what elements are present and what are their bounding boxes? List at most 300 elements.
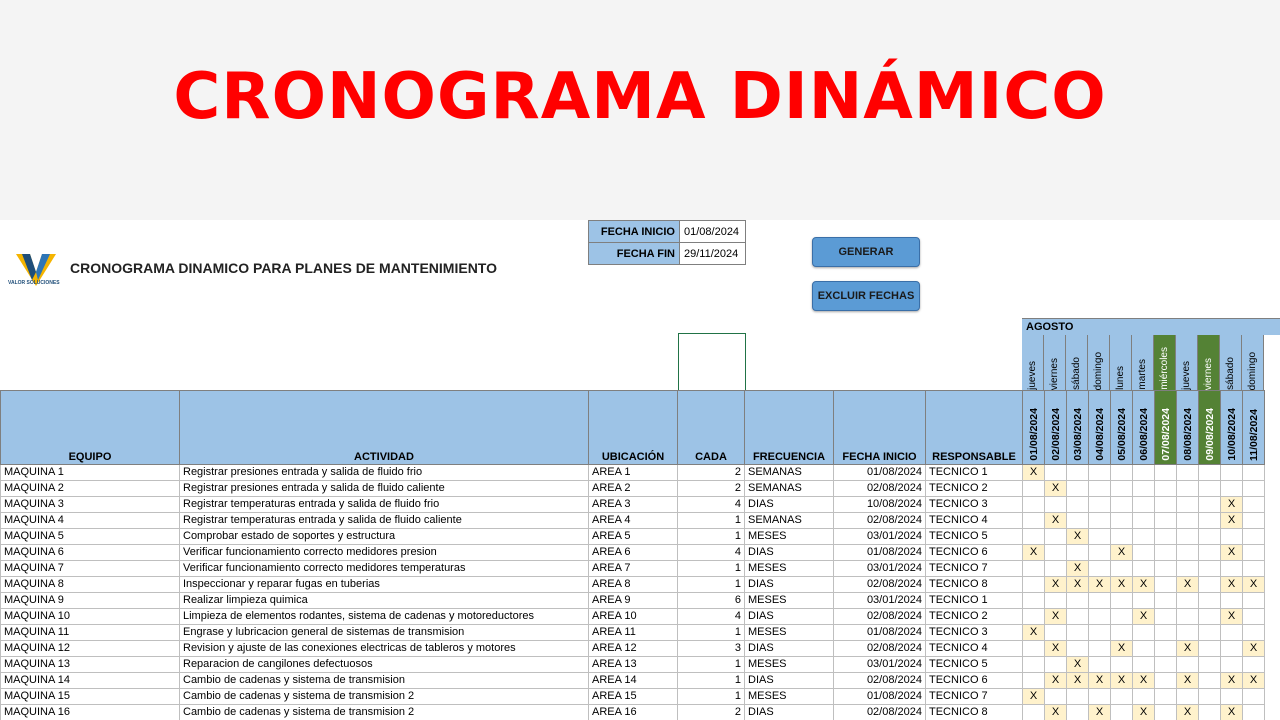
- schedule-mark-cell[interactable]: X: [1067, 657, 1089, 673]
- schedule-cell[interactable]: [1243, 481, 1265, 497]
- schedule-cell[interactable]: [1243, 497, 1265, 513]
- frecuencia-cell[interactable]: SEMANAS: [745, 481, 834, 497]
- schedule-cell[interactable]: [1067, 689, 1089, 705]
- responsable-cell[interactable]: TECNICO 5: [926, 529, 1023, 545]
- schedule-cell[interactable]: [1155, 657, 1177, 673]
- actividad-cell[interactable]: Realizar limpieza quimica: [180, 593, 589, 609]
- schedule-cell[interactable]: [1067, 497, 1089, 513]
- schedule-cell[interactable]: [1155, 577, 1177, 593]
- schedule-mark-cell[interactable]: X: [1067, 529, 1089, 545]
- fecha-inicio-cell[interactable]: 01/08/2024: [680, 221, 746, 243]
- schedule-cell[interactable]: [1045, 689, 1067, 705]
- equipo-cell[interactable]: MAQUINA 13: [1, 657, 180, 673]
- schedule-mark-cell[interactable]: X: [1089, 705, 1111, 720]
- schedule-cell[interactable]: [1243, 609, 1265, 625]
- schedule-cell[interactable]: [1199, 577, 1221, 593]
- schedule-cell[interactable]: [1177, 561, 1199, 577]
- fecha-inicio-cell[interactable]: 10/08/2024: [834, 497, 926, 513]
- schedule-cell[interactable]: [1199, 657, 1221, 673]
- ubicacion-cell[interactable]: AREA 11: [589, 625, 678, 641]
- frecuencia-cell[interactable]: MESES: [745, 593, 834, 609]
- schedule-mark-cell[interactable]: X: [1221, 545, 1243, 561]
- schedule-cell[interactable]: [1089, 497, 1111, 513]
- cada-cell[interactable]: 2: [678, 481, 745, 497]
- responsable-cell[interactable]: TECNICO 8: [926, 705, 1023, 720]
- actividad-cell[interactable]: Comprobar estado de soportes y estructura: [180, 529, 589, 545]
- schedule-cell[interactable]: [1221, 593, 1243, 609]
- column-header[interactable]: CADA: [678, 391, 745, 465]
- schedule-mark-cell[interactable]: X: [1133, 705, 1155, 720]
- schedule-cell[interactable]: [1045, 593, 1067, 609]
- fecha-inicio-cell[interactable]: 02/08/2024: [834, 513, 926, 529]
- schedule-cell[interactable]: [1199, 673, 1221, 689]
- schedule-cell[interactable]: [1089, 561, 1111, 577]
- schedule-cell[interactable]: [1111, 465, 1133, 481]
- schedule-cell[interactable]: [1111, 529, 1133, 545]
- cada-cell[interactable]: 4: [678, 497, 745, 513]
- schedule-cell[interactable]: [1221, 657, 1243, 673]
- schedule-cell[interactable]: [1155, 593, 1177, 609]
- cada-cell[interactable]: 6: [678, 593, 745, 609]
- weekday-cell[interactable]: [1066, 335, 1088, 391]
- schedule-cell[interactable]: [1199, 609, 1221, 625]
- actividad-cell[interactable]: Cambio de cadenas y sistema de transmision 2: [180, 689, 589, 705]
- schedule-mark-cell[interactable]: X: [1221, 705, 1243, 720]
- equipo-cell[interactable]: MAQUINA 16: [1, 705, 180, 720]
- cada-cell[interactable]: 2: [678, 705, 745, 720]
- schedule-mark-cell[interactable]: X: [1177, 641, 1199, 657]
- schedule-cell[interactable]: [1023, 705, 1045, 720]
- schedule-cell[interactable]: [1045, 529, 1067, 545]
- column-header[interactable]: FRECUENCIA: [745, 391, 834, 465]
- weekday-cell[interactable]: [1176, 335, 1198, 391]
- column-header[interactable]: FECHA INICIO: [834, 391, 926, 465]
- actividad-cell[interactable]: Reparacion de cangilones defectuosos: [180, 657, 589, 673]
- schedule-cell[interactable]: [1111, 481, 1133, 497]
- equipo-cell[interactable]: MAQUINA 15: [1, 689, 180, 705]
- cada-cell[interactable]: 1: [678, 689, 745, 705]
- schedule-cell[interactable]: [1067, 593, 1089, 609]
- schedule-cell[interactable]: [1221, 561, 1243, 577]
- schedule-cell[interactable]: [1177, 545, 1199, 561]
- fecha-inicio-cell[interactable]: 01/08/2024: [834, 625, 926, 641]
- fecha-inicio-cell[interactable]: 02/08/2024: [834, 577, 926, 593]
- schedule-cell[interactable]: [1199, 481, 1221, 497]
- schedule-cell[interactable]: [1023, 609, 1045, 625]
- cada-cell[interactable]: 2: [678, 465, 745, 481]
- schedule-mark-cell[interactable]: X: [1177, 705, 1199, 720]
- schedule-mark-cell[interactable]: X: [1089, 673, 1111, 689]
- schedule-mark-cell[interactable]: X: [1023, 625, 1045, 641]
- schedule-cell[interactable]: [1133, 561, 1155, 577]
- fecha-inicio-cell[interactable]: 03/01/2024: [834, 529, 926, 545]
- date-column-header[interactable]: [1243, 391, 1265, 465]
- schedule-mark-cell[interactable]: X: [1243, 577, 1265, 593]
- actividad-cell[interactable]: Cambio de cadenas y sistema de transmision 2: [180, 705, 589, 720]
- weekday-cell[interactable]: [1110, 335, 1132, 391]
- schedule-cell[interactable]: [1177, 593, 1199, 609]
- schedule-mark-cell[interactable]: X: [1111, 577, 1133, 593]
- cada-cell[interactable]: 1: [678, 529, 745, 545]
- schedule-cell[interactable]: [1221, 465, 1243, 481]
- actividad-cell[interactable]: Registrar presiones entrada y salida de fluido caliente: [180, 481, 589, 497]
- actividad-cell[interactable]: Revision y ajuste de las conexiones electricas de tableros y motores: [180, 641, 589, 657]
- selected-cell[interactable]: [678, 333, 746, 392]
- fecha-inicio-cell[interactable]: 01/08/2024: [834, 545, 926, 561]
- responsable-cell[interactable]: TECNICO 5: [926, 657, 1023, 673]
- date-column-header[interactable]: [1133, 391, 1155, 465]
- schedule-cell[interactable]: [1155, 481, 1177, 497]
- schedule-cell[interactable]: [1045, 657, 1067, 673]
- schedule-mark-cell[interactable]: X: [1045, 577, 1067, 593]
- equipo-cell[interactable]: MAQUINA 12: [1, 641, 180, 657]
- schedule-cell[interactable]: [1199, 705, 1221, 720]
- schedule-cell[interactable]: [1023, 561, 1045, 577]
- date-column-header[interactable]: [1111, 391, 1133, 465]
- schedule-cell[interactable]: [1089, 609, 1111, 625]
- fecha-inicio-cell[interactable]: 02/08/2024: [834, 673, 926, 689]
- responsable-cell[interactable]: TECNICO 3: [926, 497, 1023, 513]
- generar-button[interactable]: GENERAR: [812, 237, 920, 267]
- schedule-cell[interactable]: [1243, 529, 1265, 545]
- frecuencia-cell[interactable]: DIAS: [745, 641, 834, 657]
- schedule-cell[interactable]: [1067, 513, 1089, 529]
- ubicacion-cell[interactable]: AREA 13: [589, 657, 678, 673]
- date-column-header[interactable]: [1089, 391, 1111, 465]
- schedule-cell[interactable]: [1177, 481, 1199, 497]
- weekday-cell[interactable]: [1044, 335, 1066, 391]
- frecuencia-cell[interactable]: MESES: [745, 689, 834, 705]
- equipo-cell[interactable]: MAQUINA 6: [1, 545, 180, 561]
- responsable-cell[interactable]: TECNICO 2: [926, 609, 1023, 625]
- schedule-cell[interactable]: [1023, 577, 1045, 593]
- schedule-cell[interactable]: [1045, 497, 1067, 513]
- schedule-cell[interactable]: [1133, 625, 1155, 641]
- schedule-cell[interactable]: [1089, 689, 1111, 705]
- schedule-cell[interactable]: [1199, 625, 1221, 641]
- schedule-cell[interactable]: [1133, 593, 1155, 609]
- schedule-cell[interactable]: [1199, 641, 1221, 657]
- column-header[interactable]: ACTIVIDAD: [180, 391, 589, 465]
- schedule-cell[interactable]: [1221, 625, 1243, 641]
- ubicacion-cell[interactable]: AREA 6: [589, 545, 678, 561]
- fecha-fin-cell[interactable]: 29/11/2024: [680, 243, 746, 265]
- schedule-cell[interactable]: [1023, 593, 1045, 609]
- actividad-cell[interactable]: Engrase y lubricacion general de sistemas de transmision: [180, 625, 589, 641]
- schedule-cell[interactable]: [1111, 561, 1133, 577]
- schedule-cell[interactable]: [1133, 545, 1155, 561]
- schedule-cell[interactable]: [1155, 497, 1177, 513]
- schedule-cell[interactable]: [1111, 609, 1133, 625]
- schedule-cell[interactable]: [1177, 625, 1199, 641]
- schedule-cell[interactable]: [1177, 657, 1199, 673]
- schedule-cell[interactable]: [1089, 513, 1111, 529]
- fecha-inicio-cell[interactable]: 02/08/2024: [834, 609, 926, 625]
- frecuencia-cell[interactable]: DIAS: [745, 673, 834, 689]
- schedule-cell[interactable]: [1089, 625, 1111, 641]
- schedule-cell[interactable]: [1199, 689, 1221, 705]
- equipo-cell[interactable]: MAQUINA 11: [1, 625, 180, 641]
- frecuencia-cell[interactable]: DIAS: [745, 609, 834, 625]
- column-header[interactable]: RESPONSABLE: [926, 391, 1023, 465]
- schedule-mark-cell[interactable]: X: [1221, 609, 1243, 625]
- schedule-cell[interactable]: [1243, 657, 1265, 673]
- schedule-cell[interactable]: [1133, 481, 1155, 497]
- schedule-cell[interactable]: [1133, 657, 1155, 673]
- schedule-cell[interactable]: [1177, 513, 1199, 529]
- date-column-header[interactable]: [1045, 391, 1067, 465]
- cada-cell[interactable]: 1: [678, 577, 745, 593]
- weekday-cell[interactable]: [1154, 335, 1176, 391]
- schedule-cell[interactable]: [1155, 705, 1177, 720]
- schedule-cell[interactable]: [1133, 465, 1155, 481]
- schedule-mark-cell[interactable]: X: [1243, 641, 1265, 657]
- responsable-cell[interactable]: TECNICO 1: [926, 593, 1023, 609]
- fecha-inicio-cell[interactable]: 03/01/2024: [834, 593, 926, 609]
- schedule-cell[interactable]: [1155, 641, 1177, 657]
- actividad-cell[interactable]: Verificar funcionamiento correcto medidores presion: [180, 545, 589, 561]
- equipo-cell[interactable]: MAQUINA 14: [1, 673, 180, 689]
- frecuencia-cell[interactable]: DIAS: [745, 577, 834, 593]
- schedule-mark-cell[interactable]: X: [1133, 577, 1155, 593]
- schedule-cell[interactable]: [1155, 625, 1177, 641]
- column-header[interactable]: EQUIPO: [1, 391, 180, 465]
- schedule-cell[interactable]: [1023, 657, 1045, 673]
- schedule-mark-cell[interactable]: X: [1089, 577, 1111, 593]
- schedule-mark-cell[interactable]: X: [1243, 673, 1265, 689]
- schedule-cell[interactable]: [1199, 545, 1221, 561]
- frecuencia-cell[interactable]: MESES: [745, 625, 834, 641]
- schedule-cell[interactable]: [1243, 545, 1265, 561]
- schedule-cell[interactable]: [1089, 545, 1111, 561]
- actividad-cell[interactable]: Registrar presiones entrada y salida de fluido frio: [180, 465, 589, 481]
- ubicacion-cell[interactable]: AREA 5: [589, 529, 678, 545]
- schedule-mark-cell[interactable]: X: [1045, 609, 1067, 625]
- schedule-cell[interactable]: [1243, 513, 1265, 529]
- schedule-cell[interactable]: [1243, 593, 1265, 609]
- frecuencia-cell[interactable]: SEMANAS: [745, 465, 834, 481]
- actividad-cell[interactable]: Verificar funcionamiento correcto medidores temperaturas: [180, 561, 589, 577]
- weekday-cell[interactable]: [1088, 335, 1110, 391]
- schedule-cell[interactable]: [1023, 529, 1045, 545]
- schedule-cell[interactable]: [1133, 497, 1155, 513]
- date-column-header[interactable]: [1199, 391, 1221, 465]
- schedule-cell[interactable]: [1111, 513, 1133, 529]
- ubicacion-cell[interactable]: AREA 7: [589, 561, 678, 577]
- schedule-cell[interactable]: [1089, 657, 1111, 673]
- fecha-inicio-cell[interactable]: 02/08/2024: [834, 481, 926, 497]
- schedule-mark-cell[interactable]: X: [1111, 545, 1133, 561]
- schedule-mark-cell[interactable]: X: [1045, 705, 1067, 720]
- actividad-cell[interactable]: Inspeccionar y reparar fugas en tuberias: [180, 577, 589, 593]
- schedule-cell[interactable]: [1089, 465, 1111, 481]
- ubicacion-cell[interactable]: AREA 8: [589, 577, 678, 593]
- schedule-cell[interactable]: [1045, 561, 1067, 577]
- schedule-cell[interactable]: [1111, 625, 1133, 641]
- schedule-mark-cell[interactable]: X: [1023, 545, 1045, 561]
- schedule-cell[interactable]: [1089, 593, 1111, 609]
- schedule-cell[interactable]: [1243, 465, 1265, 481]
- schedule-mark-cell[interactable]: X: [1111, 673, 1133, 689]
- schedule-mark-cell[interactable]: X: [1177, 577, 1199, 593]
- schedule-cell[interactable]: [1155, 545, 1177, 561]
- schedule-cell[interactable]: [1199, 465, 1221, 481]
- schedule-mark-cell[interactable]: X: [1221, 513, 1243, 529]
- schedule-mark-cell[interactable]: X: [1221, 577, 1243, 593]
- schedule-cell[interactable]: [1111, 689, 1133, 705]
- date-column-header[interactable]: [1221, 391, 1243, 465]
- schedule-cell[interactable]: [1199, 561, 1221, 577]
- schedule-cell[interactable]: [1089, 641, 1111, 657]
- cada-cell[interactable]: 1: [678, 673, 745, 689]
- fecha-inicio-cell[interactable]: 02/08/2024: [834, 705, 926, 720]
- schedule-cell[interactable]: [1045, 625, 1067, 641]
- fecha-inicio-cell[interactable]: 02/08/2024: [834, 641, 926, 657]
- frecuencia-cell[interactable]: DIAS: [745, 705, 834, 720]
- fecha-inicio-cell[interactable]: 03/01/2024: [834, 561, 926, 577]
- date-column-header[interactable]: [1067, 391, 1089, 465]
- schedule-cell[interactable]: [1067, 465, 1089, 481]
- schedule-cell[interactable]: [1023, 673, 1045, 689]
- schedule-cell[interactable]: [1199, 529, 1221, 545]
- schedule-cell[interactable]: [1023, 513, 1045, 529]
- schedule-cell[interactable]: [1133, 689, 1155, 705]
- schedule-cell[interactable]: [1199, 497, 1221, 513]
- schedule-mark-cell[interactable]: X: [1023, 465, 1045, 481]
- weekday-cell[interactable]: [1132, 335, 1154, 391]
- responsable-cell[interactable]: TECNICO 8: [926, 577, 1023, 593]
- frecuencia-cell[interactable]: DIAS: [745, 545, 834, 561]
- schedule-cell[interactable]: [1111, 497, 1133, 513]
- column-header[interactable]: UBICACIÓN: [589, 391, 678, 465]
- weekday-cell[interactable]: [1022, 335, 1044, 391]
- date-column-header[interactable]: [1177, 391, 1199, 465]
- schedule-cell[interactable]: [1221, 641, 1243, 657]
- schedule-mark-cell[interactable]: X: [1045, 641, 1067, 657]
- actividad-cell[interactable]: Registrar temperaturas entrada y salida de fluido caliente: [180, 513, 589, 529]
- responsable-cell[interactable]: TECNICO 4: [926, 513, 1023, 529]
- schedule-cell[interactable]: [1067, 481, 1089, 497]
- schedule-cell[interactable]: [1221, 689, 1243, 705]
- equipo-cell[interactable]: MAQUINA 5: [1, 529, 180, 545]
- frecuencia-cell[interactable]: DIAS: [745, 497, 834, 513]
- schedule-mark-cell[interactable]: X: [1133, 673, 1155, 689]
- fecha-inicio-cell[interactable]: 01/08/2024: [834, 689, 926, 705]
- frecuencia-cell[interactable]: MESES: [745, 529, 834, 545]
- date-column-header[interactable]: [1155, 391, 1177, 465]
- schedule-cell[interactable]: [1155, 529, 1177, 545]
- schedule-cell[interactable]: [1177, 529, 1199, 545]
- schedule-mark-cell[interactable]: X: [1045, 673, 1067, 689]
- responsable-cell[interactable]: TECNICO 4: [926, 641, 1023, 657]
- ubicacion-cell[interactable]: AREA 16: [589, 705, 678, 720]
- schedule-cell[interactable]: [1133, 641, 1155, 657]
- schedule-mark-cell[interactable]: X: [1045, 481, 1067, 497]
- equipo-cell[interactable]: MAQUINA 4: [1, 513, 180, 529]
- schedule-cell[interactable]: [1067, 641, 1089, 657]
- cada-cell[interactable]: 4: [678, 545, 745, 561]
- cada-cell[interactable]: 1: [678, 657, 745, 673]
- schedule-cell[interactable]: [1177, 609, 1199, 625]
- schedule-cell[interactable]: [1067, 609, 1089, 625]
- cada-cell[interactable]: 4: [678, 609, 745, 625]
- schedule-mark-cell[interactable]: X: [1111, 641, 1133, 657]
- ubicacion-cell[interactable]: AREA 3: [589, 497, 678, 513]
- schedule-mark-cell[interactable]: X: [1221, 673, 1243, 689]
- schedule-cell[interactable]: [1243, 561, 1265, 577]
- ubicacion-cell[interactable]: AREA 14: [589, 673, 678, 689]
- responsable-cell[interactable]: TECNICO 2: [926, 481, 1023, 497]
- ubicacion-cell[interactable]: AREA 2: [589, 481, 678, 497]
- schedule-cell[interactable]: [1045, 545, 1067, 561]
- equipo-cell[interactable]: MAQUINA 10: [1, 609, 180, 625]
- weekday-cell[interactable]: [1242, 335, 1264, 391]
- cada-cell[interactable]: 3: [678, 641, 745, 657]
- schedule-cell[interactable]: [1243, 705, 1265, 720]
- schedule-cell[interactable]: [1089, 481, 1111, 497]
- schedule-cell[interactable]: [1177, 497, 1199, 513]
- equipo-cell[interactable]: MAQUINA 1: [1, 465, 180, 481]
- equipo-cell[interactable]: MAQUINA 2: [1, 481, 180, 497]
- actividad-cell[interactable]: Cambio de cadenas y sistema de transmision: [180, 673, 589, 689]
- schedule-cell[interactable]: [1111, 593, 1133, 609]
- responsable-cell[interactable]: TECNICO 7: [926, 561, 1023, 577]
- schedule-cell[interactable]: [1111, 705, 1133, 720]
- schedule-cell[interactable]: [1243, 689, 1265, 705]
- schedule-cell[interactable]: [1155, 689, 1177, 705]
- responsable-cell[interactable]: TECNICO 7: [926, 689, 1023, 705]
- schedule-mark-cell[interactable]: X: [1067, 673, 1089, 689]
- responsable-cell[interactable]: TECNICO 3: [926, 625, 1023, 641]
- frecuencia-cell[interactable]: SEMANAS: [745, 513, 834, 529]
- ubicacion-cell[interactable]: AREA 10: [589, 609, 678, 625]
- schedule-cell[interactable]: [1221, 529, 1243, 545]
- fecha-inicio-cell[interactable]: 01/08/2024: [834, 465, 926, 481]
- schedule-cell[interactable]: [1155, 513, 1177, 529]
- frecuencia-cell[interactable]: MESES: [745, 561, 834, 577]
- schedule-cell[interactable]: [1155, 561, 1177, 577]
- equipo-cell[interactable]: MAQUINA 7: [1, 561, 180, 577]
- schedule-cell[interactable]: [1111, 657, 1133, 673]
- actividad-cell[interactable]: Registrar temperaturas entrada y salida de fluido frio: [180, 497, 589, 513]
- ubicacion-cell[interactable]: AREA 4: [589, 513, 678, 529]
- schedule-mark-cell[interactable]: X: [1067, 577, 1089, 593]
- weekday-cell[interactable]: [1198, 335, 1220, 391]
- responsable-cell[interactable]: TECNICO 1: [926, 465, 1023, 481]
- equipo-cell[interactable]: MAQUINA 9: [1, 593, 180, 609]
- schedule-cell[interactable]: [1243, 625, 1265, 641]
- schedule-cell[interactable]: [1177, 689, 1199, 705]
- ubicacion-cell[interactable]: AREA 12: [589, 641, 678, 657]
- cada-cell[interactable]: 1: [678, 561, 745, 577]
- schedule-mark-cell[interactable]: X: [1221, 497, 1243, 513]
- schedule-cell[interactable]: [1177, 465, 1199, 481]
- schedule-cell[interactable]: [1221, 481, 1243, 497]
- schedule-cell[interactable]: [1045, 465, 1067, 481]
- cada-cell[interactable]: 1: [678, 625, 745, 641]
- ubicacion-cell[interactable]: AREA 1: [589, 465, 678, 481]
- schedule-cell[interactable]: [1089, 529, 1111, 545]
- responsable-cell[interactable]: TECNICO 6: [926, 673, 1023, 689]
- schedule-mark-cell[interactable]: X: [1133, 609, 1155, 625]
- schedule-cell[interactable]: [1067, 625, 1089, 641]
- date-column-header[interactable]: [1023, 391, 1045, 465]
- schedule-cell[interactable]: [1133, 529, 1155, 545]
- schedule-cell[interactable]: [1067, 545, 1089, 561]
- schedule-mark-cell[interactable]: X: [1067, 561, 1089, 577]
- excluir-fechas-button[interactable]: EXCLUIR FECHAS: [812, 281, 920, 311]
- schedule-cell[interactable]: [1155, 465, 1177, 481]
